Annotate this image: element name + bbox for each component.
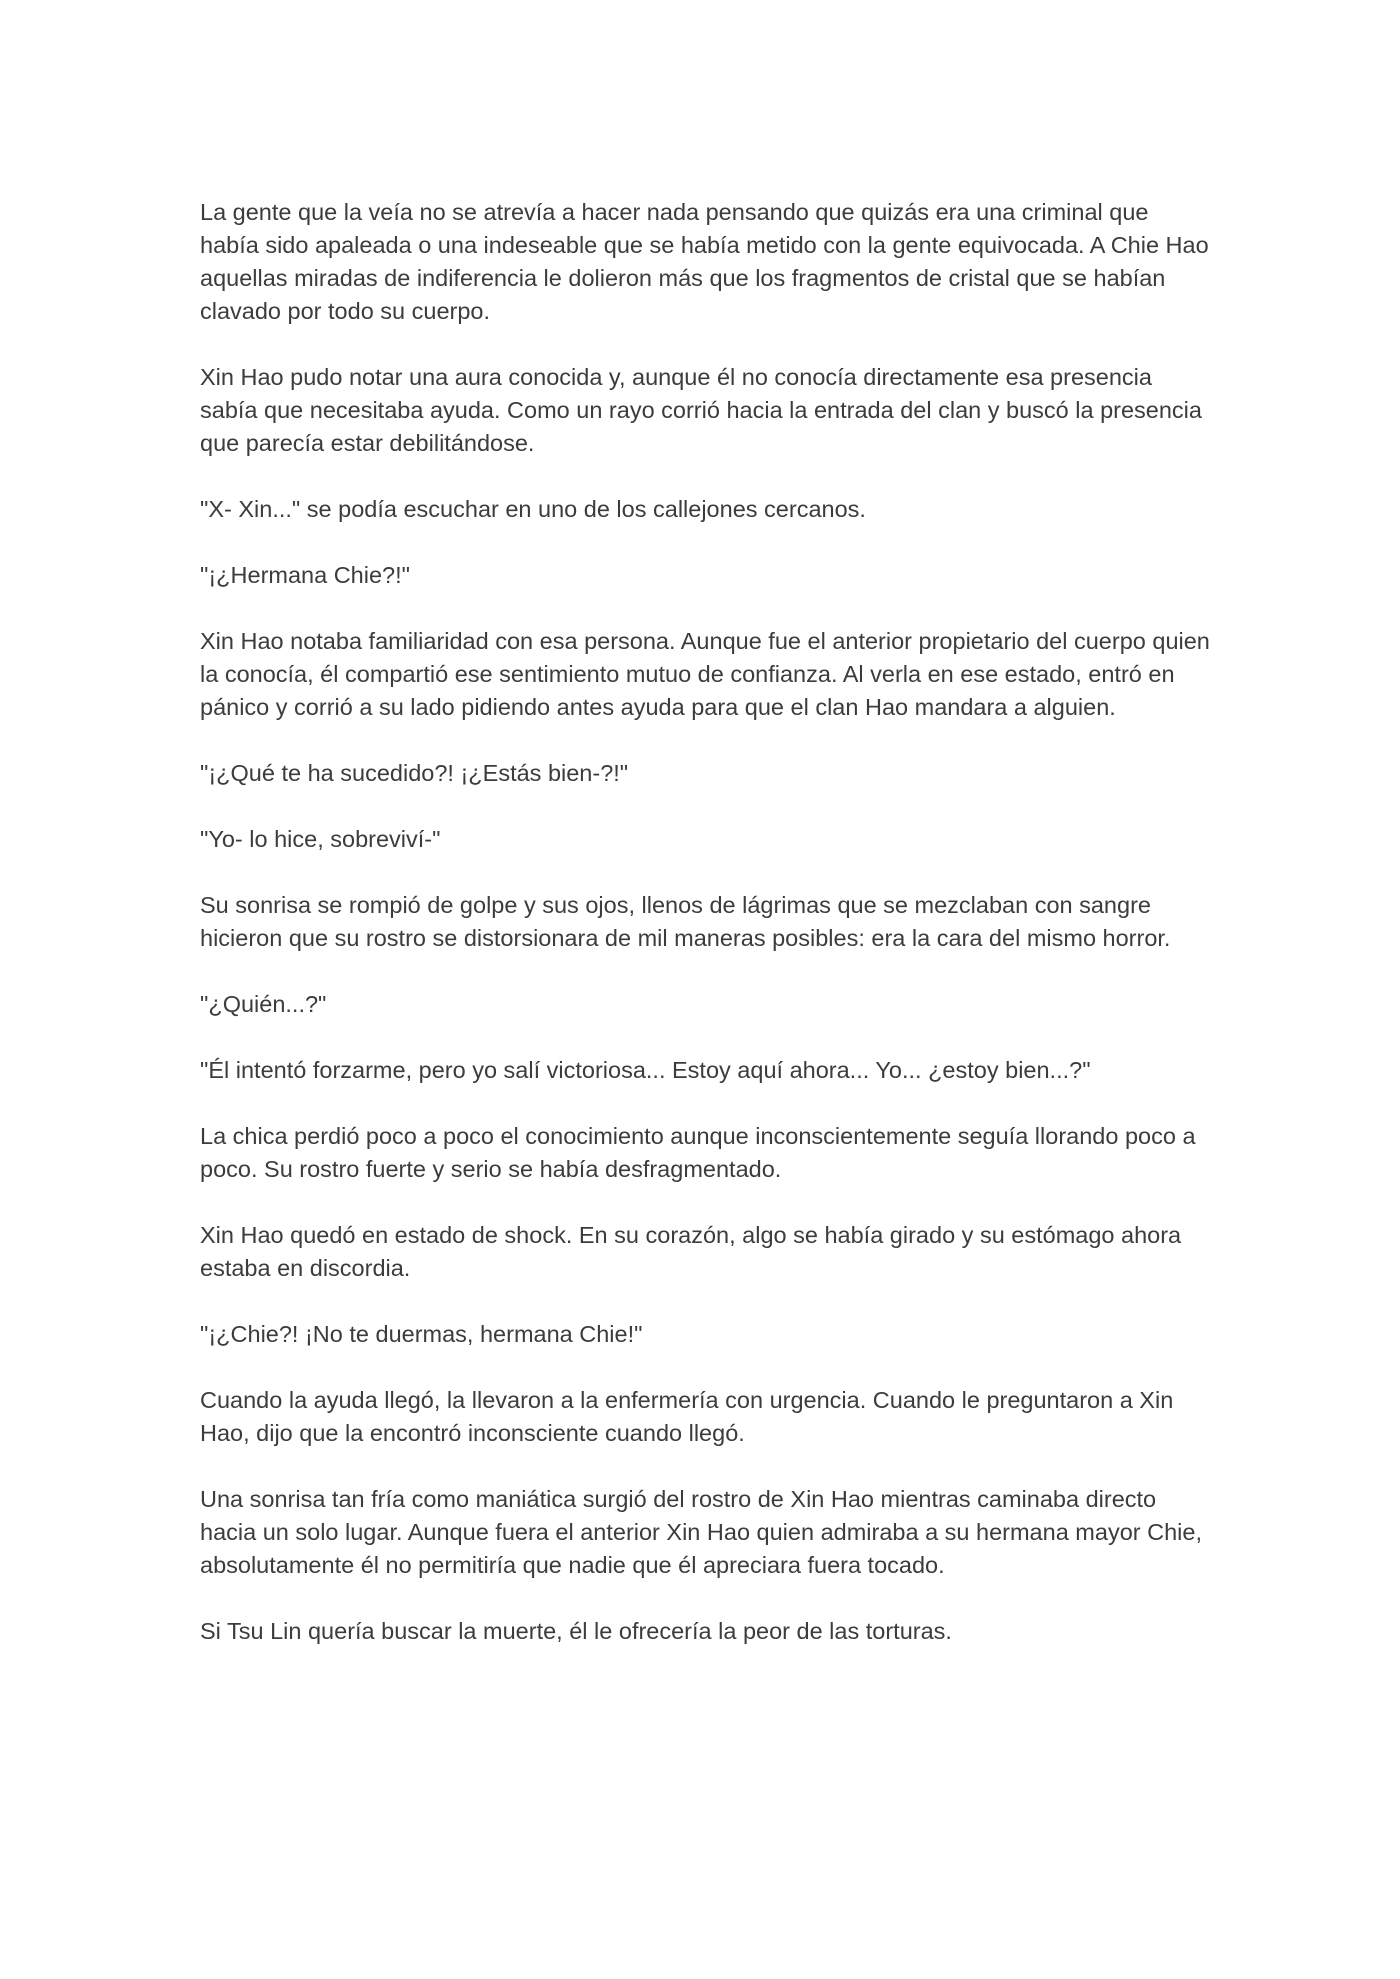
paragraph: La gente que la veía no se atrevía a hacer nada pensando que quizás era una criminal que había sido apaleada o una indeseable que se había metido con la gente equivocada. A Chie Hao aquellas miradas de indiferencia le dolieron más que los fragmentos de cristal que se habían clavado por todo su cuerpo. xyxy=(200,199,1209,324)
paragraph: La chica perdió poco a poco el conocimiento aunque inconscientemente seguía llorando poco a poco. Su rostro fuerte y serio se había desfragmentado. xyxy=(200,1123,1196,1182)
paragraph: Xin Hao pudo notar una aura conocida y, aunque él no conocía directamente esa presencia sabía que necesitaba ayuda. Como un rayo corrió hacia la entrada del clan y buscó la presencia que parecía estar debilitándose. xyxy=(200,364,1202,456)
paragraph: Una sonrisa tan fría como maniática surgió del rostro de Xin Hao mientras caminaba directo hacia un solo lugar. Aunque fuera el anterior Xin Hao quien admiraba a su hermana mayor Chie, absolutamente él no permitiría que nadie que él apreciara fuera tocado. xyxy=(200,1486,1202,1578)
paragraph: "¡¿Chie?! ¡No te duermas, hermana Chie!" xyxy=(200,1321,643,1347)
paragraph: "¿Quién...?" xyxy=(200,991,327,1017)
paragraph: "Yo- lo hice, sobreviví-" xyxy=(200,826,441,852)
paragraph: "¡¿Hermana Chie?!" xyxy=(200,562,410,588)
paragraph: Si Tsu Lin quería buscar la muerte, él le ofrecería la peor de las torturas. xyxy=(200,1618,952,1644)
paragraph: Cuando la ayuda llegó, la llevaron a la enfermería con urgencia. Cuando le preguntaron a Xin Hao, dijo que la encontró inconsciente cuando llegó. xyxy=(200,1387,1174,1446)
paragraph: Su sonrisa se rompió de golpe y sus ojos, llenos de lágrimas que se mezclaban con sangre hicieron que su rostro se distorsionara de mil maneras posibles: era la cara del mismo horror. xyxy=(200,892,1171,951)
paragraph: "Él intentó forzarme, pero yo salí victoriosa... Estoy aquí ahora... Yo... ¿estoy bien...?" xyxy=(200,1057,1091,1083)
paragraph: Xin Hao notaba familiaridad con esa persona. Aunque fue el anterior propietario del cuerpo quien la conocía, él compartió ese sentimiento mutuo de confianza. Al verla en ese estado, entró en pánico y corrió a su lado pidiendo antes ayuda para que el clan Hao mandara a alguien. xyxy=(200,628,1210,720)
paragraph: "X- Xin..." se podía escuchar en uno de los callejones cercanos. xyxy=(200,496,866,522)
paragraph: "¡¿Qué te ha sucedido?! ¡¿Estás bien-?!" xyxy=(200,760,629,786)
document-body xyxy=(200,196,1210,1681)
paragraph: Xin Hao quedó en estado de shock. En su corazón, algo se había girado y su estómago ahora estaba en discordia. xyxy=(200,1222,1182,1281)
